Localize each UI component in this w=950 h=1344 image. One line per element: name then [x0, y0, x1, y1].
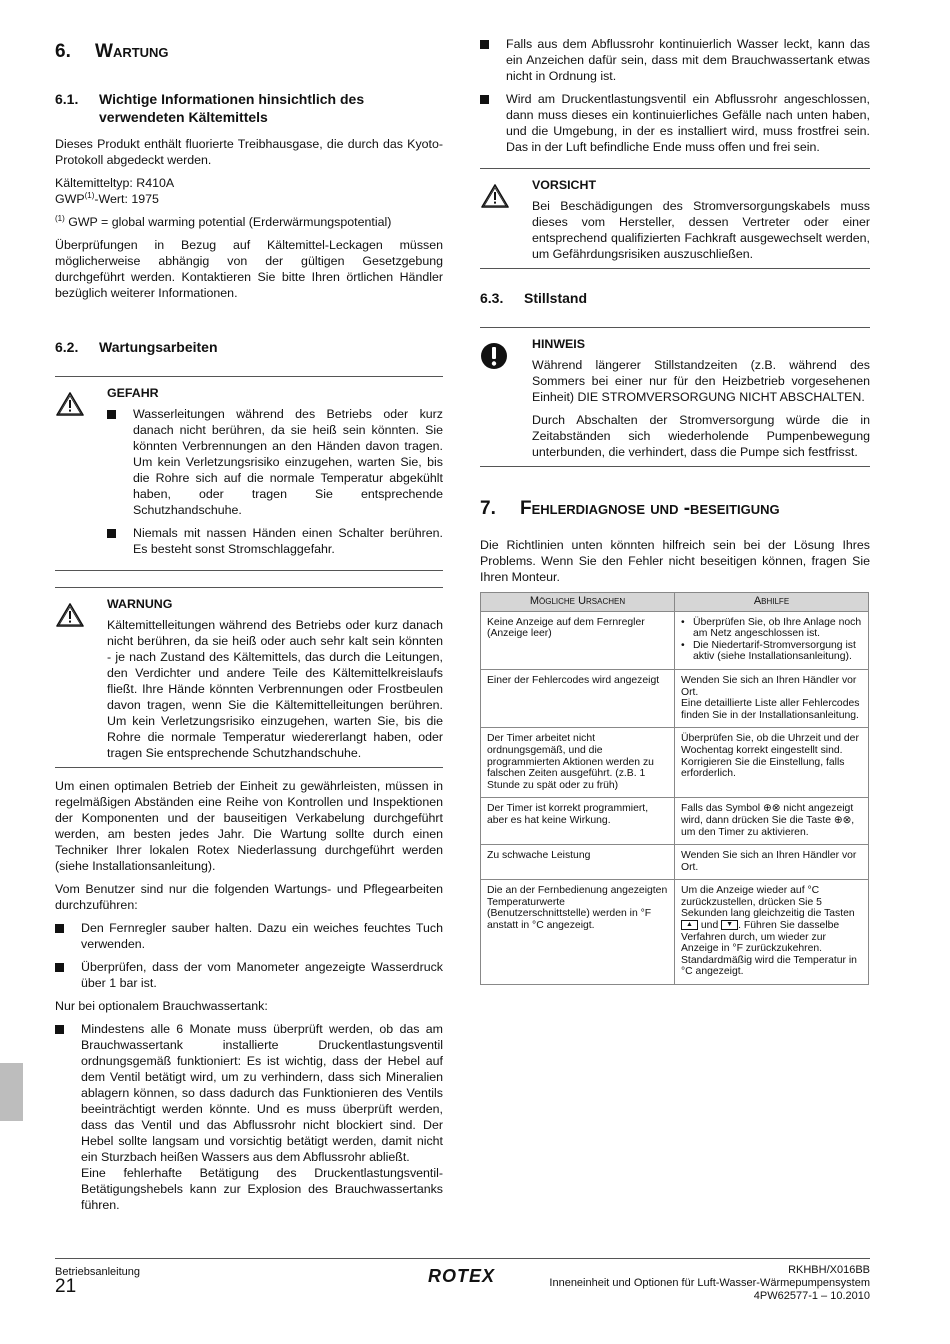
- cell-text: nicht angezeigt wird, dann drücken Sie die Taste: [681, 803, 854, 826]
- list-item-text: Den Fernregler sauber halten. Dazu ein weiches feuchtes Tuch verwenden.: [81, 921, 443, 951]
- footer-doc-type: Betriebsanleitung: [55, 1266, 141, 1278]
- table-cell: [675, 880, 869, 985]
- paragraph: Dieses Produkt enthält fluorierte Treibhausgase, die durch das Kyoto-Protokoll abgedeckt werden.: [55, 137, 443, 167]
- table-header-row: [481, 593, 869, 612]
- table-cell: Wenden Sie sich an Ihren Händler vor Ort.: [675, 845, 869, 880]
- cell-text: Falls das Symbol: [681, 803, 763, 815]
- right-column: [480, 36, 870, 985]
- table-row: [481, 798, 869, 845]
- subsection-number: 6.3.: [480, 290, 504, 306]
- cell-text: und: [698, 920, 722, 932]
- footer-info: [549, 1264, 870, 1303]
- subsection-number: 6.1.: [55, 91, 79, 107]
- rotex-logo: ROTEX: [428, 1266, 496, 1286]
- notice-text: Bei Beschädigungen des Stromversorgungskabels muss dieses vom Hersteller, dessen Vertreter oder einer entsprechend qualifizierten Fachkraft ausgewechselt werden, um Gefährdungsrisiken auszuschließen.: [532, 199, 870, 261]
- paragraph: Die Richtlinien unten könnten hilfreich sein bei der Lösung Ihres Problems. Wenn Sie den Fehler nicht beseitigen können, fragen Sie Ihren Monteur.: [480, 538, 870, 584]
- paragraph: Vom Benutzer sind nur die folgenden Wartungs- und Pflegearbeiten durchzuführen:: [55, 882, 443, 912]
- footer-description: Inneneinheit und Optionen für Luft-Wasser-Wärmepumpensystem: [549, 1277, 870, 1289]
- notice-text: Kältemittelleitungen während des Betriebs oder kurz danach nicht berühren, da sie heiß oder auch sehr kalt sein könnten - je nach Zustand des Kältemittels, das durch die Leitungen, den Verdichter und andere Teile des Kältemittelkreislaufs fließt. Ihre Hände könnten Verbrennungen oder Frostbeulen davon tragen, wenn Sie die Kältemittelleitungen berühren. Um kein Verletzungsrisiko einzugehen, warten Sie, bis die Rohre die normale Temperatur wiedererlangt haben, oder tragen Sie entsprechende Schutzhandschuhe.: [107, 618, 443, 760]
- cell-text: Eine detaillierte Liste aller Fehlercodes finden Sie in der Installationsanleitung.: [681, 698, 860, 721]
- refrigerant-type: Kältemitteltyp: R410A: [55, 176, 175, 190]
- section-number: 6.: [55, 41, 71, 62]
- paragraph: Überprüfungen in Bezug auf Kältemittel-Leckagen müssen möglicherweise abhängig von der gültigen Gesetzgebung durchgeführt werden. Kontaktieren Sie bitte Ihren örtlichen Händler bezüglich weiterer Informationen.: [55, 238, 443, 300]
- list-item: [107, 406, 443, 518]
- timer-button-icon: ⊕⊗: [833, 814, 852, 826]
- list-item: [107, 525, 443, 557]
- table-row: [481, 728, 869, 798]
- troubleshooting-table: [480, 592, 869, 985]
- gwp-value: -Wert: 1975: [94, 192, 159, 206]
- table-cell: Die an der Fernbedienung angezeigten Temperaturwerte (Benutzerschnittstelle) werden in °F anstatt in °C angezeigt.: [481, 880, 675, 985]
- list-item-text: Niemals mit nassen Händen einen Schalter berühren. Es besteht sonst Stromschlaggefahr.: [133, 526, 443, 556]
- list-item: [480, 91, 870, 155]
- left-column: [55, 36, 443, 1220]
- notice-title: HINWEIS: [532, 337, 586, 351]
- notice-title: GEFAHR: [107, 386, 159, 400]
- gwp-footnote-ref: (1): [84, 190, 95, 200]
- warning-triangle-icon: [55, 596, 107, 761]
- list-item-text: Eine fehlerhafte Betätigung des Druckentlastungsventil-Betätigungshebels kann zur Explosion des Brauchwassertanks führen.: [81, 1166, 443, 1212]
- note-notice: [480, 327, 870, 467]
- table-cell: [675, 798, 869, 845]
- page-number: 21: [55, 1276, 77, 1297]
- warning-triangle-icon: [480, 177, 532, 262]
- list-item: [480, 36, 870, 84]
- cell-text: Wenden Sie sich an Ihren Händler vor Ort.: [681, 674, 857, 698]
- table-cell: Zu schwache Leistung: [481, 845, 675, 880]
- subsection-6-3-heading: [480, 289, 870, 307]
- section-6-heading: [55, 40, 443, 64]
- paragraph: Nur bei optionalem Brauchwassertank:: [55, 999, 268, 1013]
- chapter-side-tab: [0, 1063, 23, 1121]
- table-cell: Überprüfen Sie, ob die Uhrzeit und der Wochentag korrekt eingestellt sind. Korrigieren Sie die Einstellung, falls erforderlich.: [675, 728, 869, 798]
- subsection-number: 6.2.: [55, 339, 79, 355]
- notice-text: Während längerer Stillstandzeiten (z.B. während des Sommers bei einer nur für den Heizbetrieb vorgesehenen Einheit) DIE STROMVERSORGUNG NICHT ABSCHALTEN.: [532, 358, 870, 404]
- temperature-up-key-icon: ▲: [681, 920, 698, 930]
- exclamation-circle-icon: [480, 336, 532, 460]
- table-cell: Einer der Fehlercodes wird angezeigt: [481, 669, 675, 727]
- list-item: [55, 920, 443, 952]
- list-item: [55, 959, 443, 991]
- footnote-mark: (1): [55, 213, 65, 223]
- footnote: [55, 214, 443, 230]
- warning-triangle-icon: [55, 385, 107, 564]
- section-title-initial: W: [95, 41, 113, 62]
- refrigerant-info: [55, 175, 443, 207]
- paragraph: Um einen optimalen Betrieb der Einheit zu gewährleisten, müssen in regelmäßigen Abständen eine Reihe von Kontrollen und Inspektionen der Komponenten und der bauseitigen Verkabelung durchgeführt werden, am besten jedes Jahr. Die Wartung sollte durch einen Techniker Ihrer lokalen Rotex Niederlassung durchgeführt werden (siehe Installationsanleitung).: [55, 779, 443, 873]
- subsection-title: Stillstand: [524, 290, 588, 306]
- table-cell: • Überprüfen Sie, ob Ihre Anlage noch am Netz angeschlossen ist. • Die Niedertarif-Stromversorgung ist aktiv (siehe Installationsanleitung).: [675, 611, 869, 669]
- table-cell: Der Timer ist korrekt programmiert, aber es hat keine Wirkung.: [481, 798, 675, 845]
- subsection-6-1-heading: [55, 90, 443, 126]
- temperature-down-key-icon: ▼: [721, 920, 738, 930]
- caution-notice: [480, 168, 870, 269]
- cell-text: , um den Timer zu aktivieren.: [681, 814, 855, 838]
- table-row: [481, 880, 869, 985]
- notice-text: Durch Abschalten der Stromversorgung würde die in Zeitabständen sich wiederholende Pumpenbewegung unterbunden, die verhindert, dass die Pumpe sich festfrisst.: [532, 413, 870, 459]
- cell-text: Die Niedertarif-Stromversorgung ist aktiv (siehe Installationsanleitung).: [693, 639, 856, 663]
- warning-notice: [55, 587, 443, 768]
- column-header: Abhilfe: [675, 593, 869, 612]
- list-item-text: Wird am Druckentlastungsventil ein Abflussrohr angeschlossen, dann muss dieses ein kontinuierliches Gefälle nach unten haben, und die Umgebung, in der es installiert wird, muss frostfrei sein. Das in der Luft befindliche Ende muss offen und frei sein.: [506, 92, 870, 154]
- cell-text: Um die Anzeige wieder auf °C zurückzustellen, drücken Sie 5 Sekunden lang gleichzeitig die Tasten: [681, 885, 855, 920]
- footer-divider: [55, 1258, 870, 1259]
- section-7-heading: [480, 497, 870, 521]
- section-number: 7.: [480, 498, 496, 519]
- list-item: [55, 1021, 443, 1213]
- table-row: [481, 611, 869, 669]
- subsection-title: Wartungsarbeiten: [99, 339, 218, 355]
- subsection-title: Wichtige Informationen hinsichtlich des verwendeten Kältemittels: [99, 91, 365, 125]
- list-item-text: Mindestens alle 6 Monate muss überprüft werden, ob das am Brauchwassertank installierte Druckentlastungsventil ordnungsgemäß funktioniert: Es ist wichtig, dass der Hebel auf dem Ventil betätigt wird, um zu verhindern, dass sich Mineralien ablagern können, so dass dadurch das Funktionieren des Ventils beeinträchtigt werden könnte. Und es muss überprüft werden, dass das Ventil und das Abflussrohr nicht blockiert sind. Der Hebel sollte langsam und vorsichtig betätigt werden, damit nicht ein Sturzbach heißen Wassers aus dem Abflussrohr abließt.: [81, 1022, 443, 1164]
- table-cell: [675, 669, 869, 727]
- subsection-6-2-heading: [55, 338, 443, 356]
- list-item-text: Wasserleitungen während des Betriebs oder kurz danach nicht berühren, da sie heiß sein könnten. Sie könnten Verbrennungen an den Händen davon tragen. Um kein Verletzungsrisiko einzugehen, warten Sie, bis die Rohre sich auf die normale Temperatur abgekühlt haben, oder tragen Sie entsprechende Schutzhandschuhe.: [133, 407, 443, 517]
- footnote-text: GWP = global warming potential (Erderwärmungspotential): [64, 215, 392, 229]
- table-cell: Keine Anzeige auf dem Fernregler (Anzeige leer): [481, 611, 675, 669]
- section-title-rest: artung: [112, 41, 169, 62]
- timer-symbol-icon: ⊕⊗: [763, 803, 781, 815]
- section-title-rest: ehlerdiagnose und -beseitigung: [531, 498, 780, 519]
- cell-text: Überprüfen Sie, ob Ihre Anlage noch am Netz angeschlossen ist.: [693, 616, 862, 640]
- notice-title: WARNUNG: [107, 597, 173, 611]
- gwp-prefix: GWP: [55, 192, 85, 206]
- table-cell: Der Timer arbeitet nicht ordnungsgemäß, und die programmierten Aktionen werden zu falschen Zeiten ausgeführt. (z.B. 1 Stunde zu spät oder zu früh): [481, 728, 675, 798]
- column-header: Mögliche Ursachen: [481, 593, 675, 612]
- notice-title: VORSICHT: [532, 178, 597, 192]
- list-item-text: Überprüfen, dass der vom Manometer angezeigte Wasserdruck über 1 bar ist.: [81, 960, 443, 990]
- list-item-text: Falls aus dem Abflussrohr kontinuierlich Wasser leckt, kann das ein Anzeichen dafür sein, dass mit dem Brauchwassertank etwas nicht in Ordnung ist.: [506, 37, 870, 83]
- section-title-initial: F: [520, 498, 532, 519]
- danger-notice: [55, 376, 443, 571]
- cell-text: . Führen Sie dasselbe Verfahren durch, um wieder zur Anzeige in °F zurückzukehren. Standardmäßig wird die Temperatur in °C angezeigt.: [681, 920, 857, 978]
- table-row: [481, 845, 869, 880]
- footer-model: RKHBH/X016BB: [788, 1264, 870, 1276]
- footer-doc-code: 4PW62577-1 – 10.2010: [753, 1290, 870, 1302]
- table-row: [481, 669, 869, 727]
